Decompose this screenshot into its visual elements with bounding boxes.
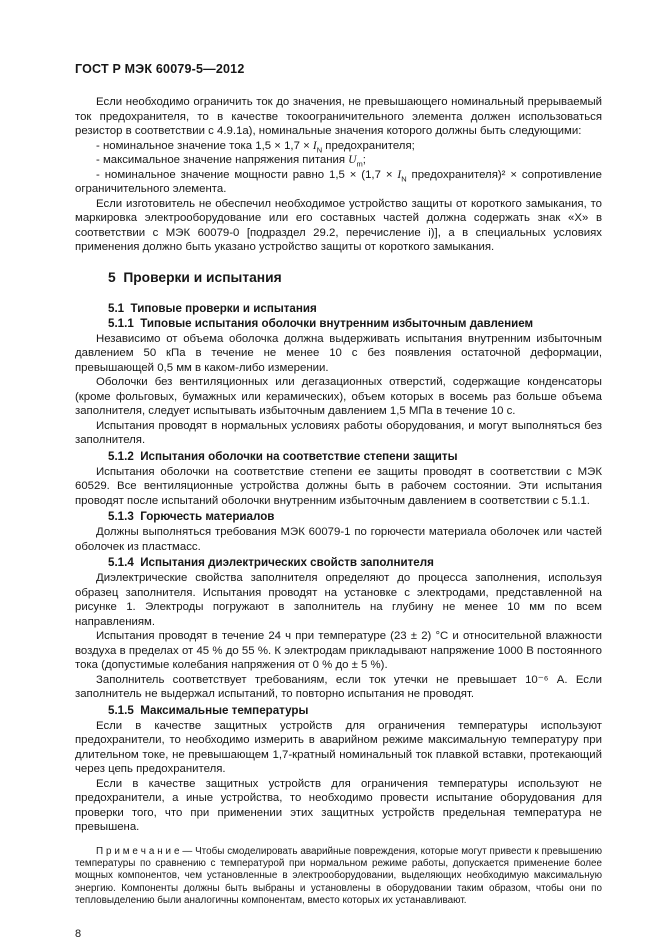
paragraph-5-1-3-flammability: Должны выполняться требования МЭК 60079-1 по горючести материала оболочек или частей оболочек из пластмасс. — [75, 526, 602, 553]
paragraph-current-limiting: Если необходимо ограничить ток до значения, не превышающего номинальный прерываемый ток предохранителя, то в качестве токоограничительного элемента должен использоваться резистор в соответствии с 4.9.1а), номинальные значения которого должны быть следующими: — [75, 96, 602, 137]
section-heading-5: 5 Проверки и испытания — [108, 269, 282, 285]
variable-I: I — [312, 139, 317, 152]
paragraph-5-1-1-capacitor-enclosures: Оболочки без вентиляционных или дегазационных отверстий, содержащие конденсаторы (кроме фольговых, бумажных или керамических), объем которых в восемь раз больше объема заполнителя, следует испытывать избыточным давлением 1,5 МПа в течение 10 с. — [75, 376, 602, 417]
paragraph-5-1-4-test-conditions: Испытания проводят в течение 24 ч при температуре (23 ± 2) °С и относительной влажности воздуха в пределах от 45 % до 55 %. К электродам прикладывают напряжение 1000 В постоянного тока (допустимые колебания напряжения от 0 % до ± 5 %). — [75, 630, 602, 671]
list-item-max-voltage — [75, 153, 602, 168]
text-segment: - номинальное значение мощности равно 1,5 × (1,7 × — [96, 168, 398, 181]
subsection-heading-5-1-1: 5.1.1 Типовые испытания оболочки внутренним избыточным давлением — [108, 316, 534, 330]
variable-I: I — [397, 168, 402, 181]
subsection-heading-5-1-5: 5.1.5 Максимальные температуры — [108, 703, 309, 717]
subscript-N: N — [401, 173, 407, 183]
paragraph-5-1-5-fuse-protection: Если в качестве защитных устройств для ограничения температуры используют предохранители, то необходимо измерить в аварийном режиме максимальную температуру при длительном токе, не превышающем 1,7-кратный номинальный ток плавкой вставки, протекающий через цепь предохранителя. — [75, 719, 602, 775]
note-block: П р и м е ч а н и е — Чтобы смоделировать аварийные повреждения, которые могут привести к превышению температуры по сравнению с температурой при нормальном режиме работы, допускается применение более мощных компонентов, чем установленные в электрооборудовании, выделяющих необходимую максимальную энергию. Компоненты должны быть выбраны и установлены в оборудовании таким образом, чтобы они по тепловыделению были аналогичны компонентам, вместо которых их устанавливают. — [75, 845, 602, 907]
text-segment: предохранителя; — [322, 139, 415, 152]
subsection-heading-5-1-4: 5.1.4 Испытания диэлектрических свойств заполнителя — [108, 556, 434, 569]
page-number: 8 — [75, 927, 82, 940]
text-segment: - максимальное значение напряжения питания — [96, 154, 349, 166]
paragraph-5-1-1-pressure-test: Независимо от объема оболочка должна выдерживать испытания внутренним избыточным давлением 50 кПа в течение не менее 10 с без появления остаточной деформации, превышающей 0,5 мм в каком-либо измерении. — [75, 332, 602, 374]
paragraph-5-1-4-dielectric-setup: Диэлектрические свойства заполнителя определяют до процесса заполнения, используя образец заполнителя. Испытания проводят на установке с электродами, представленной на рисунке 1. Электроды погружают в заполнитель на глубину не менее 10 мм по всем направлениям. — [75, 572, 602, 628]
text-segment: предохранителя)² × сопротивление ограничительного элемента. — [75, 168, 603, 195]
paragraph-5-1-4-leakage-current: Заполнитель соответствует требованиям, если ток утечки не превышает 10⁻⁶ А. Если заполнитель не выдержал испытаний, то повторно испытания не проводят. — [75, 673, 602, 700]
text-segment: ; — [362, 154, 366, 166]
subscript-N: N — [316, 144, 323, 154]
list-item-rated-current — [75, 139, 602, 154]
paragraph-5-1-5-other-devices: Если в качестве защитных устройств для ограничения температуры используют не предохранители, а иные устройства, то необходимо провести испытание оборудования для проверки того, что при применении этих защитных устройств предельная температура не превышена. — [75, 777, 602, 833]
text-segment: - номинальное значение тока 1,5 × 1,7 × — [96, 139, 313, 152]
document-header: ГОСТ Р МЭК 60079-5—2012 — [75, 62, 245, 76]
paragraph-5-1-2-ip-test: Испытания оболочки на соответствие степени ее защиты проводят в соответствии с МЭК 60529. Все вентиляционные устройства должны быть в рабочем состоянии. Эти испытания проводят после испытаний оболочки внутренним избыточным давлением в соответствии с 5.1.1. — [75, 465, 602, 507]
subsection-heading-5-1-2: 5.1.2 Испытания оболочки на соответствие степени защиты — [108, 449, 458, 463]
subsection-heading-5-1: 5.1 Типовые проверки и испытания — [108, 301, 317, 315]
paragraph-5-1-1-normal-conditions: Испытания проводят в нормальных условиях работы оборудования, и могут выполняться без заполнителя. — [75, 419, 602, 446]
subscript-m: m — [356, 159, 363, 169]
subsection-heading-5-1-3: 5.1.3 Горючесть материалов — [108, 510, 275, 523]
variable-U: U — [348, 154, 357, 166]
list-item-rated-power — [75, 168, 602, 197]
paragraph-short-circuit-marking: Если изготовитель не обеспечил необходимое устройство защиты от короткого замыкания, то маркировка электрооборудование или его составных частей должна содержать знак «Х» в соответствии с МЭК 60079-0 [подраздел 29.2, перечисление i)], а в специальных условиях применения должно быть указано устройство защиты от короткого замыкания. — [75, 197, 602, 253]
